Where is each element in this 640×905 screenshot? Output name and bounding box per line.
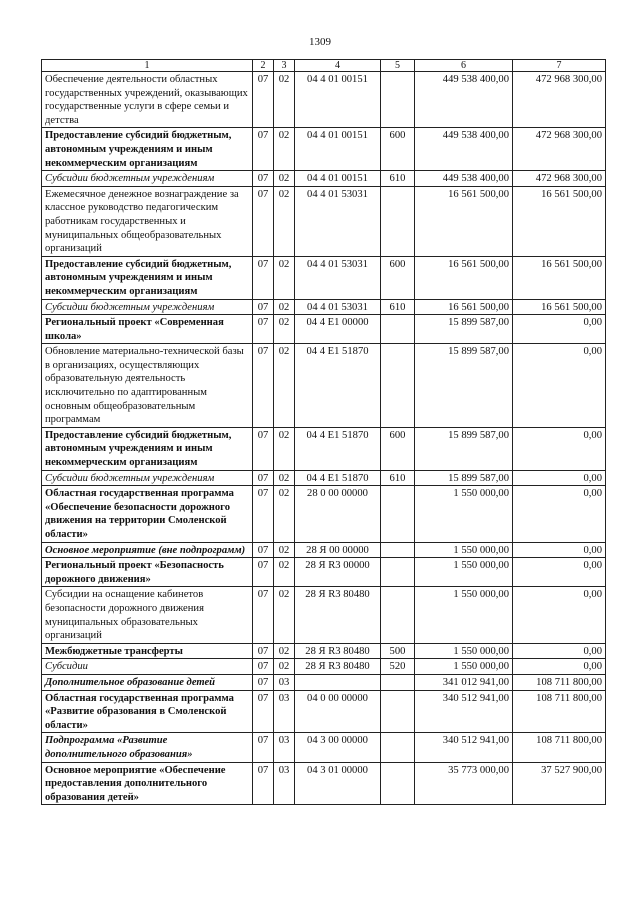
amount-year-2-cell: 0,00 bbox=[513, 643, 606, 659]
amount-year-1-cell: 340 512 941,00 bbox=[415, 733, 513, 762]
expense-type-cell: 610 bbox=[381, 470, 415, 486]
expense-type-cell bbox=[381, 558, 415, 587]
section-code-cell: 07 bbox=[253, 344, 274, 428]
section-code-cell: 07 bbox=[253, 299, 274, 315]
table-row bbox=[42, 674, 606, 690]
section-code-cell: 07 bbox=[253, 470, 274, 486]
subsection-code-cell: 02 bbox=[274, 256, 295, 299]
table-row bbox=[42, 558, 606, 587]
target-article-cell: 04 4 01 00151 bbox=[295, 72, 381, 128]
subsection-code-cell: 02 bbox=[274, 587, 295, 643]
amount-year-1-cell: 16 561 500,00 bbox=[415, 299, 513, 315]
section-code-cell: 07 bbox=[253, 690, 274, 733]
amount-year-2-cell: 472 968 300,00 bbox=[513, 72, 606, 128]
subsection-code-cell: 02 bbox=[274, 128, 295, 171]
expense-type-cell: 610 bbox=[381, 171, 415, 187]
expense-type-cell bbox=[381, 587, 415, 643]
subsection-code-cell: 02 bbox=[274, 344, 295, 428]
row-name-cell: Региональный проект «Современная школа» bbox=[42, 315, 253, 344]
subsection-code-cell: 03 bbox=[274, 733, 295, 762]
amount-year-1-cell: 16 561 500,00 bbox=[415, 186, 513, 256]
amount-year-1-cell: 1 550 000,00 bbox=[415, 542, 513, 558]
table-row bbox=[42, 542, 606, 558]
section-code-cell: 07 bbox=[253, 128, 274, 171]
expense-type-cell: 520 bbox=[381, 659, 415, 675]
subsection-code-cell: 02 bbox=[274, 542, 295, 558]
row-name-cell: Дополнительное образование детей bbox=[42, 674, 253, 690]
section-code-cell: 07 bbox=[253, 427, 274, 470]
target-article-cell: 04 4 01 53031 bbox=[295, 256, 381, 299]
column-header: 5 bbox=[381, 60, 415, 72]
row-name-cell: Областная государственная программа «Обеспечение безопасности дорожного движения на территории Смоленской области» bbox=[42, 486, 253, 542]
row-name-cell: Предоставление субсидий бюджетным, автономным учреждениям и иным некоммерческим организациям bbox=[42, 256, 253, 299]
amount-year-1-cell: 15 899 587,00 bbox=[415, 427, 513, 470]
target-article-cell: 04 4 E1 51870 bbox=[295, 427, 381, 470]
page-number: 1309 bbox=[309, 36, 331, 48]
row-name-cell: Субсидии бюджетным учреждениям bbox=[42, 299, 253, 315]
expense-type-cell: 600 bbox=[381, 128, 415, 171]
section-code-cell: 07 bbox=[253, 587, 274, 643]
column-header: 6 bbox=[415, 60, 513, 72]
table-row bbox=[42, 186, 606, 256]
amount-year-1-cell: 1 550 000,00 bbox=[415, 587, 513, 643]
row-name-cell: Основное мероприятие (вне подпрограмм) bbox=[42, 542, 253, 558]
table-row bbox=[42, 733, 606, 762]
amount-year-1-cell: 1 550 000,00 bbox=[415, 486, 513, 542]
amount-year-2-cell: 0,00 bbox=[513, 470, 606, 486]
row-name-cell: Предоставление субсидий бюджетным, автономным учреждениям и иным некоммерческим организациям bbox=[42, 427, 253, 470]
row-name-cell: Региональный проект «Безопасность дорожного движения» bbox=[42, 558, 253, 587]
table-row bbox=[42, 486, 606, 542]
table-row bbox=[42, 72, 606, 128]
target-article-cell: 04 4 01 53031 bbox=[295, 186, 381, 256]
row-name-cell: Субсидии bbox=[42, 659, 253, 675]
target-article-cell: 28 Я 00 00000 bbox=[295, 542, 381, 558]
target-article-cell: 28 0 00 00000 bbox=[295, 486, 381, 542]
target-article-cell: 28 Я R3 80480 bbox=[295, 643, 381, 659]
expense-type-cell bbox=[381, 315, 415, 344]
expense-type-cell bbox=[381, 486, 415, 542]
table-row bbox=[42, 470, 606, 486]
amount-year-2-cell: 37 527 900,00 bbox=[513, 762, 606, 805]
section-code-cell: 07 bbox=[253, 542, 274, 558]
amount-year-2-cell: 0,00 bbox=[513, 486, 606, 542]
section-code-cell: 07 bbox=[253, 171, 274, 187]
amount-year-2-cell: 0,00 bbox=[513, 315, 606, 344]
amount-year-2-cell: 0,00 bbox=[513, 427, 606, 470]
subsection-code-cell: 02 bbox=[274, 558, 295, 587]
amount-year-2-cell: 472 968 300,00 bbox=[513, 171, 606, 187]
amount-year-1-cell: 15 899 587,00 bbox=[415, 344, 513, 428]
table-row bbox=[42, 659, 606, 675]
row-name-cell: Предоставление субсидий бюджетным, автономным учреждениям и иным некоммерческим организациям bbox=[42, 128, 253, 171]
target-article-cell: 28 Я R3 80480 bbox=[295, 587, 381, 643]
section-code-cell: 07 bbox=[253, 733, 274, 762]
amount-year-1-cell: 16 561 500,00 bbox=[415, 256, 513, 299]
amount-year-2-cell: 108 711 800,00 bbox=[513, 733, 606, 762]
target-article-cell: 04 4 01 53031 bbox=[295, 299, 381, 315]
amount-year-2-cell: 0,00 bbox=[513, 659, 606, 675]
table-row bbox=[42, 344, 606, 428]
subsection-code-cell: 02 bbox=[274, 643, 295, 659]
table-row bbox=[42, 762, 606, 805]
expense-type-cell: 600 bbox=[381, 256, 415, 299]
subsection-code-cell: 02 bbox=[274, 315, 295, 344]
target-article-cell: 04 4 E1 51870 bbox=[295, 344, 381, 428]
table-row bbox=[42, 587, 606, 643]
expense-type-cell bbox=[381, 344, 415, 428]
amount-year-1-cell: 340 512 941,00 bbox=[415, 690, 513, 733]
subsection-code-cell: 02 bbox=[274, 486, 295, 542]
section-code-cell: 07 bbox=[253, 558, 274, 587]
subsection-code-cell: 02 bbox=[274, 171, 295, 187]
amount-year-1-cell: 35 773 000,00 bbox=[415, 762, 513, 805]
target-article-cell: 28 Я R3 80480 bbox=[295, 659, 381, 675]
table-row bbox=[42, 690, 606, 733]
amount-year-2-cell: 16 561 500,00 bbox=[513, 299, 606, 315]
row-name-cell: Основное мероприятие «Обеспечение предоставления дополнительного образования детей» bbox=[42, 762, 253, 805]
amount-year-2-cell: 108 711 800,00 bbox=[513, 674, 606, 690]
amount-year-2-cell: 0,00 bbox=[513, 344, 606, 428]
expense-type-cell bbox=[381, 690, 415, 733]
target-article-cell bbox=[295, 674, 381, 690]
table-row bbox=[42, 299, 606, 315]
expense-type-cell bbox=[381, 72, 415, 128]
subsection-code-cell: 02 bbox=[274, 72, 295, 128]
amount-year-2-cell: 0,00 bbox=[513, 587, 606, 643]
target-article-cell: 04 4 E1 00000 bbox=[295, 315, 381, 344]
section-code-cell: 07 bbox=[253, 674, 274, 690]
section-code-cell: 07 bbox=[253, 486, 274, 542]
row-name-cell: Межбюджетные трансферты bbox=[42, 643, 253, 659]
row-name-cell: Подпрограмма «Развитие дополнительного образования» bbox=[42, 733, 253, 762]
section-code-cell: 07 bbox=[253, 256, 274, 299]
amount-year-1-cell: 1 550 000,00 bbox=[415, 558, 513, 587]
subsection-code-cell: 02 bbox=[274, 186, 295, 256]
amount-year-1-cell: 15 899 587,00 bbox=[415, 315, 513, 344]
row-name-cell: Обеспечение деятельности областных государственных учреждений, оказывающих государственные услуги в сфере семьи и детства bbox=[42, 72, 253, 128]
expense-type-cell: 610 bbox=[381, 299, 415, 315]
target-article-cell: 04 4 01 00151 bbox=[295, 128, 381, 171]
column-header: 1 bbox=[42, 60, 253, 72]
amount-year-1-cell: 1 550 000,00 bbox=[415, 643, 513, 659]
amount-year-2-cell: 472 968 300,00 bbox=[513, 128, 606, 171]
amount-year-2-cell: 0,00 bbox=[513, 558, 606, 587]
expense-type-cell: 600 bbox=[381, 427, 415, 470]
column-header: 2 bbox=[253, 60, 274, 72]
row-name-cell: Субсидии бюджетным учреждениям bbox=[42, 171, 253, 187]
expense-type-cell bbox=[381, 674, 415, 690]
section-code-cell: 07 bbox=[253, 72, 274, 128]
amount-year-2-cell: 16 561 500,00 bbox=[513, 186, 606, 256]
row-name-cell: Субсидии на оснащение кабинетов безопасности дорожного движения муниципальных образовательных организаций bbox=[42, 587, 253, 643]
target-article-cell: 04 4 E1 51870 bbox=[295, 470, 381, 486]
table-header-row bbox=[42, 60, 606, 72]
expense-type-cell bbox=[381, 762, 415, 805]
subsection-code-cell: 03 bbox=[274, 690, 295, 733]
section-code-cell: 07 bbox=[253, 315, 274, 344]
amount-year-1-cell: 449 538 400,00 bbox=[415, 128, 513, 171]
target-article-cell: 04 4 01 00151 bbox=[295, 171, 381, 187]
amount-year-1-cell: 341 012 941,00 bbox=[415, 674, 513, 690]
target-article-cell: 04 0 00 00000 bbox=[295, 690, 381, 733]
column-header: 4 bbox=[295, 60, 381, 72]
amount-year-1-cell: 15 899 587,00 bbox=[415, 470, 513, 486]
expense-type-cell bbox=[381, 542, 415, 558]
table-body bbox=[42, 60, 606, 805]
row-name-cell: Субсидии бюджетным учреждениям bbox=[42, 470, 253, 486]
row-name-cell: Ежемесячное денежное вознаграждение за классное руководство педагогическим работникам государственных и муниципальных общеобразовательных организаций bbox=[42, 186, 253, 256]
subsection-code-cell: 02 bbox=[274, 427, 295, 470]
subsection-code-cell: 02 bbox=[274, 299, 295, 315]
section-code-cell: 07 bbox=[253, 762, 274, 805]
amount-year-2-cell: 108 711 800,00 bbox=[513, 690, 606, 733]
expense-type-cell: 500 bbox=[381, 643, 415, 659]
table-row bbox=[42, 427, 606, 470]
row-name-cell: Областная государственная программа «Развитие образования в Смоленской области» bbox=[42, 690, 253, 733]
amount-year-1-cell: 449 538 400,00 bbox=[415, 72, 513, 128]
amount-year-1-cell: 1 550 000,00 bbox=[415, 659, 513, 675]
column-header: 3 bbox=[274, 60, 295, 72]
section-code-cell: 07 bbox=[253, 659, 274, 675]
row-name-cell: Обновление материально-технической базы в организациях, осуществляющих образовательную деятельность исключительно по адаптированным основным общеобразовательным программам bbox=[42, 344, 253, 428]
amount-year-2-cell: 0,00 bbox=[513, 542, 606, 558]
expense-type-cell bbox=[381, 186, 415, 256]
budget-table bbox=[41, 59, 606, 805]
table-row bbox=[42, 171, 606, 187]
target-article-cell: 28 Я R3 00000 bbox=[295, 558, 381, 587]
subsection-code-cell: 03 bbox=[274, 674, 295, 690]
subsection-code-cell: 02 bbox=[274, 659, 295, 675]
section-code-cell: 07 bbox=[253, 643, 274, 659]
amount-year-1-cell: 449 538 400,00 bbox=[415, 171, 513, 187]
target-article-cell: 04 3 00 00000 bbox=[295, 733, 381, 762]
section-code-cell: 07 bbox=[253, 186, 274, 256]
target-article-cell: 04 3 01 00000 bbox=[295, 762, 381, 805]
table-row bbox=[42, 128, 606, 171]
column-header: 7 bbox=[513, 60, 606, 72]
amount-year-2-cell: 16 561 500,00 bbox=[513, 256, 606, 299]
expense-type-cell bbox=[381, 733, 415, 762]
table-row bbox=[42, 643, 606, 659]
subsection-code-cell: 02 bbox=[274, 470, 295, 486]
table-row bbox=[42, 315, 606, 344]
subsection-code-cell: 03 bbox=[274, 762, 295, 805]
table-row bbox=[42, 256, 606, 299]
